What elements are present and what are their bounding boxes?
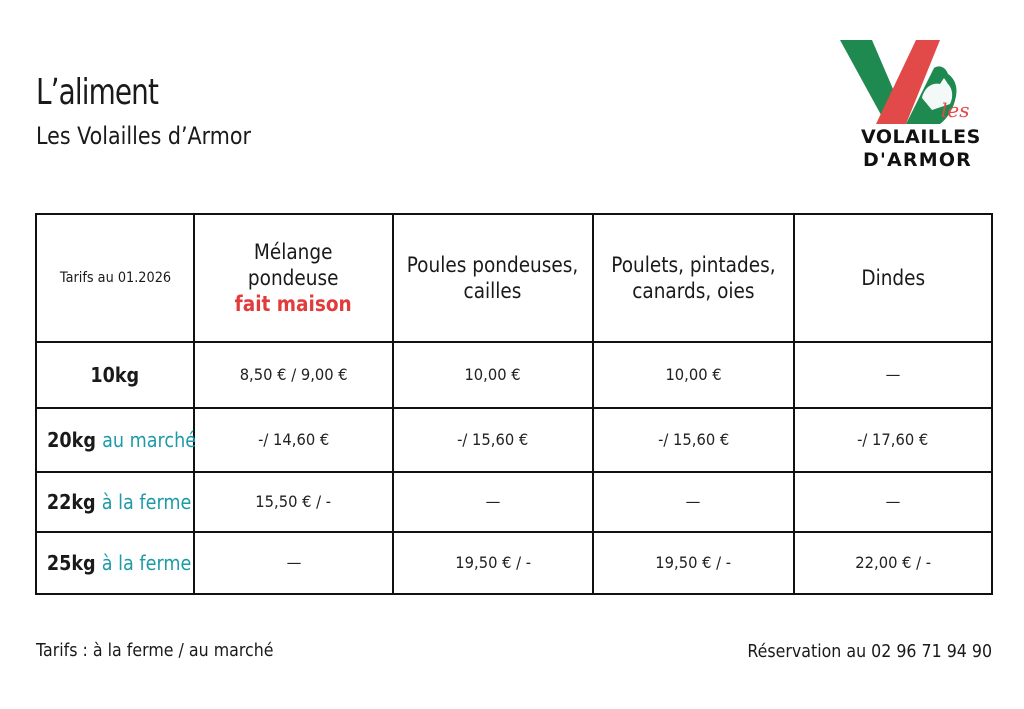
price-value: 19,50 € / - bbox=[455, 553, 531, 572]
table-cell bbox=[194, 532, 392, 594]
price-value: 19,50 € / - bbox=[655, 553, 732, 572]
logo-line1: VOLAILLES bbox=[861, 126, 981, 148]
row-weight-label: 10kg bbox=[90, 363, 140, 387]
price-value: 10,00 € bbox=[464, 365, 522, 384]
column-header-line1: Poules pondeuses, bbox=[407, 253, 579, 277]
table-cell bbox=[794, 408, 992, 472]
price-value: -/ 14,60 € bbox=[257, 430, 330, 449]
table-cell bbox=[393, 472, 593, 532]
logo-les-text: les bbox=[941, 98, 970, 122]
row-weight-label: 25kg bbox=[46, 551, 96, 575]
price-value: — bbox=[286, 553, 301, 572]
table-cell bbox=[393, 342, 593, 408]
footer-reservation: Réservation au 02 96 71 94 90 bbox=[747, 641, 992, 662]
table-cell bbox=[593, 408, 793, 472]
price-value: — bbox=[685, 492, 701, 511]
price-value: 10,00 € bbox=[665, 365, 722, 384]
price-value: -/ 15,60 € bbox=[457, 430, 529, 449]
table-cell bbox=[194, 342, 392, 408]
table-cell bbox=[794, 342, 992, 408]
column-header-poules bbox=[393, 214, 593, 342]
price-value: -/ 15,60 € bbox=[657, 430, 729, 449]
price-value: 8,50 € / 9,00 € bbox=[239, 365, 348, 384]
footer-tariff-note: Tarifs : à la ferme / au marché bbox=[36, 640, 274, 661]
column-header-line1: Dindes bbox=[860, 266, 925, 290]
table-cell bbox=[194, 408, 392, 472]
price-table bbox=[35, 213, 993, 595]
table-row bbox=[36, 532, 992, 594]
row-place-label: à la ferme bbox=[101, 551, 192, 575]
table-cell bbox=[794, 532, 992, 594]
column-header-melange bbox=[194, 214, 392, 342]
table-row bbox=[36, 342, 992, 408]
table-cell bbox=[593, 342, 793, 408]
table-cell bbox=[794, 472, 992, 532]
table-cell bbox=[194, 472, 392, 532]
brand-logo bbox=[836, 38, 992, 174]
table-row bbox=[36, 472, 992, 532]
row-label-cell bbox=[36, 408, 197, 472]
price-value: — bbox=[885, 365, 901, 384]
page-subtitle: Les Volailles d’Armor bbox=[36, 122, 252, 150]
price-value: 22,00 € / - bbox=[854, 553, 931, 572]
row-weight-label: 20kg bbox=[47, 428, 96, 452]
column-header-line1: Poulets, pintades, bbox=[611, 253, 776, 277]
row-weight-label: 22kg bbox=[46, 490, 96, 514]
column-header-dindes bbox=[794, 214, 992, 342]
table-cell bbox=[393, 532, 593, 594]
row-label-cell bbox=[36, 342, 194, 408]
price-value: — bbox=[885, 492, 901, 511]
table-corner-cell bbox=[36, 214, 194, 342]
table-row bbox=[36, 408, 992, 472]
column-header-line2: canards, oies bbox=[632, 279, 755, 303]
column-header-line2: cailles bbox=[463, 279, 522, 303]
row-label-cell bbox=[36, 472, 194, 532]
table-cell bbox=[593, 472, 793, 532]
tariff-date-label: Tarifs au 01.2026 bbox=[59, 270, 171, 286]
table-cell bbox=[393, 408, 593, 472]
table-header-row bbox=[36, 214, 992, 342]
price-value: 15,50 € / - bbox=[255, 492, 332, 511]
row-place-label: au marché bbox=[102, 428, 197, 452]
row-label-cell bbox=[36, 532, 194, 594]
column-header-line1: Mélange pondeuse bbox=[248, 240, 339, 290]
table-cell bbox=[593, 532, 793, 594]
row-place-label: à la ferme bbox=[101, 490, 192, 514]
fait-maison-label: fait maison bbox=[235, 292, 353, 316]
price-value: -/ 17,60 € bbox=[857, 430, 929, 449]
logo-line2: D'ARMOR bbox=[863, 149, 973, 171]
column-header-poulets bbox=[593, 214, 793, 342]
page-title: L’aliment bbox=[36, 72, 159, 113]
price-value: — bbox=[485, 492, 501, 511]
